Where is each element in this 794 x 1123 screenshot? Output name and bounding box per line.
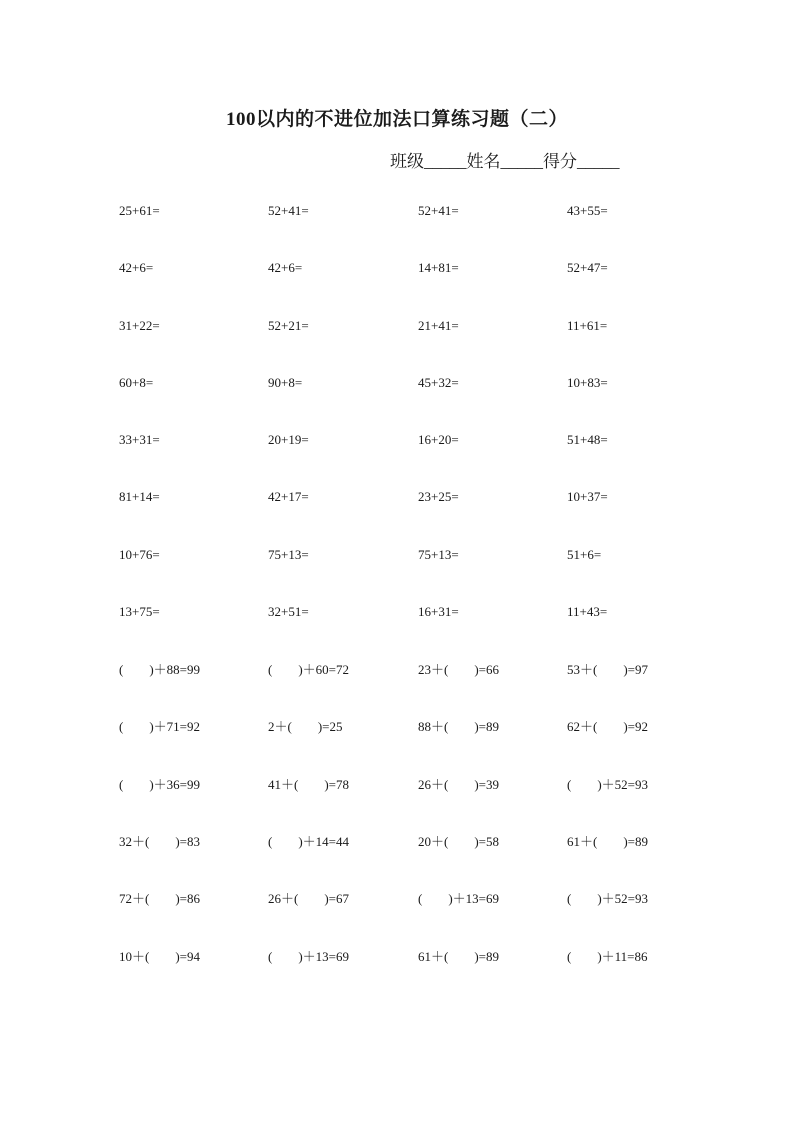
problem-item: ( )＋14=44 (268, 834, 349, 849)
problem-item: 10+76= (119, 547, 160, 562)
problem-item: 32＋( )=83 (119, 834, 200, 849)
problem-row (0, 717, 794, 737)
problem-item: 10+83= (567, 375, 608, 390)
problem-item: 23＋( )=66 (418, 662, 499, 677)
problem-item: 41＋( )=78 (268, 777, 349, 792)
problem-item: 62＋( )=92 (567, 719, 648, 734)
problem-item: 23+25= (418, 489, 459, 504)
problem-item: 52+41= (268, 203, 309, 218)
problem-row (0, 775, 794, 795)
problem-item: ( )＋13=69 (418, 891, 499, 906)
problem-row (0, 487, 794, 507)
problem-row (0, 545, 794, 565)
problem-item: ( )＋11=86 (567, 949, 648, 964)
problem-item: 60+8= (119, 375, 154, 390)
problem-item: 11+61= (567, 318, 608, 333)
problem-item: 88＋( )=89 (418, 719, 499, 734)
problem-item: 52+41= (418, 203, 459, 218)
problem-row (0, 258, 794, 278)
problem-row (0, 430, 794, 450)
problem-item: 26＋( )=39 (418, 777, 499, 792)
problem-row (0, 373, 794, 393)
problem-item: 51+48= (567, 432, 608, 447)
problem-item: ( )＋71=92 (119, 719, 200, 734)
problem-row (0, 316, 794, 336)
problem-item: ( )＋13=69 (268, 949, 349, 964)
worksheet-title: 100以内的不进位加法口算练习题（二） (225, 109, 568, 130)
problem-item: 72＋( )=86 (119, 891, 200, 906)
problem-item: ( )＋88=99 (119, 662, 200, 677)
problem-row (0, 201, 794, 221)
problem-row (0, 832, 794, 852)
problem-item: 16+31= (418, 604, 459, 619)
problem-item: 2＋( )=25 (268, 719, 343, 734)
problem-row (0, 602, 794, 622)
problem-item: 52+21= (268, 318, 309, 333)
problem-item: 10＋( )=94 (119, 949, 200, 964)
problem-item: 75+13= (268, 547, 309, 562)
problem-item: 21+41= (418, 318, 459, 333)
problem-item: 75+13= (418, 547, 459, 562)
problem-item: 52+47= (567, 260, 608, 275)
problem-item: 13+75= (119, 604, 160, 619)
problem-item: 81+14= (119, 489, 160, 504)
problem-item: 32+51= (268, 604, 309, 619)
problem-item: 43+55= (567, 203, 608, 218)
problem-item: 10+37= (567, 489, 608, 504)
problem-item: 51+6= (567, 547, 602, 562)
problem-item: 14+81= (418, 260, 459, 275)
problem-item: 53＋( )=97 (567, 662, 648, 677)
student-info-line: 班级_____姓名_____得分_____ (390, 152, 620, 171)
problem-item: 20＋( )=58 (418, 834, 499, 849)
problem-item: 31+22= (119, 318, 160, 333)
problem-item: 42+6= (268, 260, 303, 275)
problem-item: 61＋( )=89 (418, 949, 499, 964)
problem-item: 16+20= (418, 432, 459, 447)
problem-row (0, 947, 794, 967)
problem-row (0, 660, 794, 680)
problem-item: 42+17= (268, 489, 309, 504)
problem-item: 33+31= (119, 432, 160, 447)
problem-item: ( )＋36=99 (119, 777, 200, 792)
problem-item: 61＋( )=89 (567, 834, 648, 849)
problem-item: 11+43= (567, 604, 608, 619)
problem-item: 26＋( )=67 (268, 891, 349, 906)
problem-item: 45+32= (418, 375, 459, 390)
problem-row (0, 889, 794, 909)
problem-item: 25+61= (119, 203, 160, 218)
problem-item: ( )＋52=93 (567, 777, 648, 792)
problem-item: 20+19= (268, 432, 309, 447)
problem-item: 42+6= (119, 260, 154, 275)
problem-item: ( )＋52=93 (567, 891, 648, 906)
problem-item: 90+8= (268, 375, 303, 390)
problem-item: ( )＋60=72 (268, 662, 349, 677)
